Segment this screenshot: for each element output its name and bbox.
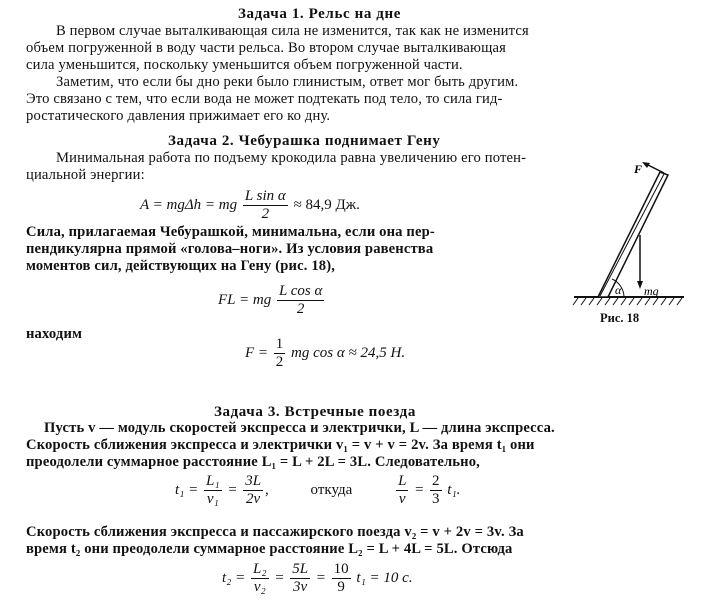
task1-line-6: ростатического давления прижимает его ко дну. [26, 108, 331, 124]
crocodile-body [598, 172, 668, 297]
task1-line-3: сила уменьшится, поскольку уменьшится объем погруженной части. [26, 57, 463, 73]
task1-line-5: Это связано с тем, что если вода не может подтекать под тело, то сила гид- [26, 91, 503, 107]
task3-title: Задача 3. Встречные поезда [214, 404, 416, 420]
task1-line-2: объем погруженной в воду части рельса. Во втором случае выталкивающая [26, 40, 506, 56]
task3-line-5: время t₂ они преодолели суммарное расстояние L₂ = L + 4L = 5L. Отсюда [26, 541, 513, 557]
formula-work: A = mgΔh = mg $\frac{\text{L sin α}}{2}$ ≈ 84,9 Дж. [140, 188, 360, 222]
task1-line-1: В первом случае выталкивающая сила не изменится, так как не изменится [56, 23, 529, 39]
formula-time2: t₂ = $\frac{\text{L₂}}{\text{v₂}}$ = $\frac{5L}{3v}$ = $\frac{10}{9}$ t₁ = 10 с. [222, 561, 413, 595]
task3-line-1: Пусть v — модуль скоростей экспресса и электрички, L — длина экспресса. [44, 420, 555, 436]
weight-arrowhead [637, 281, 643, 289]
task3-line-2: Скорость сближения экспресса и электрички v₁ = v + v = 2v. За время t₁ они [26, 437, 535, 453]
figure-18 [568, 155, 688, 330]
body-hatch [600, 174, 664, 296]
force-arrow [646, 164, 664, 173]
formula-time1: t₁ = $\frac{\text{L₁}}{\text{v₁}}$ = $\frac{3L}{2v}$ , откуда $\frac{L}{v}$ = $\frac{2}{3}$ t₁. [175, 473, 461, 507]
figure-caption: Рис. 18 [600, 311, 640, 325]
task2-title: Задача 2. Чебурашка поднимает Гену [168, 133, 441, 149]
angle-label: α [615, 283, 622, 297]
task2-body-3: моментов сил, действующих на Гену (рис. 18), [26, 258, 336, 274]
formula-force: F = $\frac{1}{2}$ mg cos α ≈ 24,5 Н. [245, 336, 406, 370]
formula-moments: FL = mg $\frac{\text{L cos α}}{2}$ [218, 283, 323, 317]
task3-line-3: преодолели суммарное расстояние L₁ = L + 2L = 3L. Следовательно, [26, 454, 480, 470]
weight-label: mg [644, 284, 659, 298]
task2-find: находим [26, 326, 83, 342]
force-arrowhead [642, 162, 650, 168]
task2-body-2: пендикулярна прямой «голова–ноги». Из условия равенства [26, 241, 434, 257]
task2-intro-1: Минимальная работа по подъему крокодила равна увеличению его потен- [56, 150, 527, 166]
task2-body-1: Сила, прилагаемая Чебурашкой, минимальна, если она пер- [26, 224, 435, 240]
task3-line-4: Скорость сближения экспресса и пассажирского поезда v₂ = v + 2v = 3v. За [26, 524, 524, 540]
task1-line-4: Заметим, что если бы дно реки было глинистым, ответ мог быть другим. [56, 74, 519, 90]
ground-hatch [573, 298, 682, 305]
force-label: F [634, 162, 643, 176]
task1-title: Задача 1. Рельс на дне [238, 6, 401, 22]
task2-intro-2: циальной энергии: [26, 167, 145, 183]
